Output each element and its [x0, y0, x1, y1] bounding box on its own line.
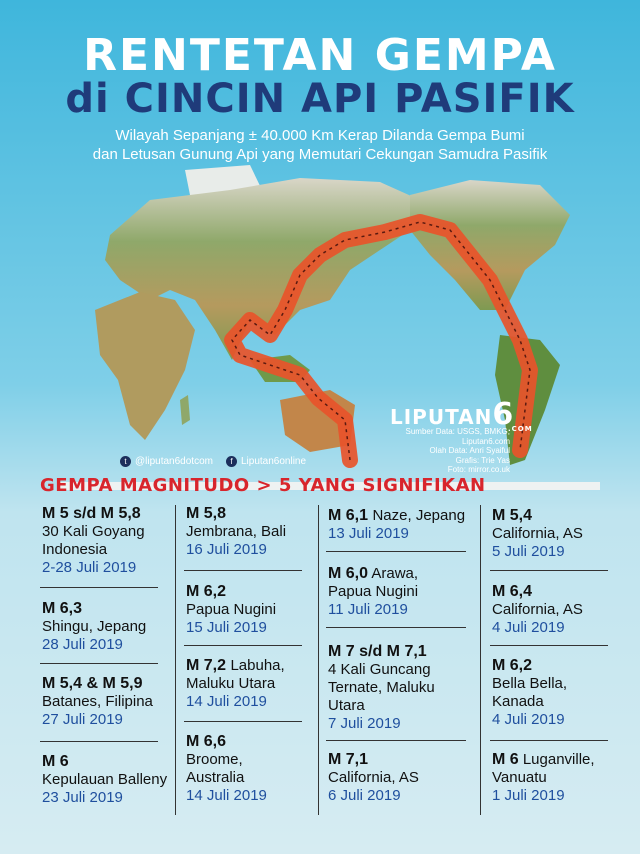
- quake-magnitude: M 5,8: [186, 505, 227, 522]
- quake-location: Jembrana, Bali: [186, 523, 287, 540]
- column-separator: [480, 505, 481, 815]
- quake-location: Naze, Jepang: [372, 507, 466, 524]
- quake-location: Luganville, Vanuatu: [492, 751, 595, 786]
- quake-location: Papua Nugini: [186, 601, 277, 618]
- quake-magnitude: M 6,3: [42, 600, 83, 617]
- twitter-handle-text: @liputan6dotcom: [135, 456, 213, 468]
- divider: [326, 551, 466, 552]
- quake-date: 2-28 Juli 2019: [42, 559, 137, 576]
- title-line-2: di CINCIN API PASIFIK: [65, 76, 575, 122]
- quake-entry: [186, 583, 336, 637]
- credit-graphic: Grafis: Trie Yas: [455, 455, 510, 465]
- subtitle-line-2: dan Letusan Gunung Api yang Memutari Cekungan Samudra Pasifik: [92, 146, 548, 163]
- quake-mag-loc-line: [186, 657, 336, 693]
- divider: [40, 587, 158, 588]
- quake-mag-loc-line: [492, 751, 632, 787]
- quake-location: Kepulauan Balleny: [42, 771, 168, 788]
- section-title: GEMPA MAGNITUDO > 5 YANG SIGNIFIKAN: [40, 475, 486, 496]
- quake-magnitude: M 6,0: [328, 565, 369, 582]
- quake-location: Broome, Australia: [186, 751, 245, 786]
- divider: [326, 627, 466, 628]
- divider: [40, 741, 158, 742]
- logo-six: 6: [492, 397, 515, 432]
- column-separator: [318, 505, 319, 815]
- divider: [490, 570, 608, 571]
- world-map-ring-of-fire: [0, 160, 640, 490]
- credits-block: [372, 427, 510, 475]
- divider: [184, 645, 302, 646]
- quake-location: Arawa, Papua Nugini: [328, 565, 419, 600]
- credit-source: Sumber Data: USGS, BMKG,: [405, 427, 510, 436]
- quake-date: 13 Juli 2019: [328, 525, 409, 542]
- quake-location: California, AS: [492, 525, 583, 542]
- quake-location: California, AS: [328, 769, 419, 786]
- quake-location: California, AS: [492, 601, 583, 618]
- quake-entry: [42, 600, 192, 654]
- twitter-icon: t: [120, 456, 131, 467]
- quake-entry: [186, 505, 336, 559]
- quake-location: 4 Kali Guncang Ternate, Maluku Utara: [328, 661, 435, 714]
- quake-entry: [492, 583, 640, 637]
- column-separator: [175, 505, 176, 815]
- quake-mag-loc-line: [328, 507, 478, 525]
- quake-date: 14 Juli 2019: [186, 693, 267, 710]
- quake-magnitude: M 6,2: [186, 583, 227, 600]
- logo-text: LIPUTAN: [390, 405, 493, 429]
- quake-date: 11 Juli 2019: [328, 601, 408, 618]
- quake-date: 4 Juli 2019: [492, 711, 565, 728]
- quake-entry: [328, 643, 478, 733]
- quake-entry: [186, 657, 336, 711]
- quake-location: 30 Kali Goyang Indonesia: [42, 523, 145, 558]
- quake-magnitude: M 7,1: [328, 751, 369, 768]
- quake-magnitude: M 6,1: [328, 507, 369, 524]
- quake-magnitude: M 6: [42, 753, 69, 770]
- quake-entry: [42, 753, 192, 807]
- divider: [490, 645, 608, 646]
- quake-entry: [328, 565, 478, 619]
- quake-entry: [328, 507, 478, 543]
- quake-magnitude: M 7,2: [186, 657, 227, 674]
- quake-date: 15 Juli 2019: [186, 619, 267, 636]
- quake-date: 23 Juli 2019: [42, 789, 123, 806]
- facebook-icon: f: [226, 456, 237, 467]
- quake-magnitude: M 6: [492, 751, 519, 768]
- quake-date: 1 Juli 2019: [492, 787, 565, 804]
- quake-magnitude: M 6,2: [492, 657, 533, 674]
- quake-date: 6 Juli 2019: [328, 787, 401, 804]
- divider: [326, 740, 466, 741]
- quake-magnitude: M 7 s/d M 7,1: [328, 643, 427, 660]
- quake-mag-loc-line: [328, 565, 453, 601]
- credit-data: Olah Data: Anri Syaiful: [429, 446, 510, 456]
- quake-magnitude: M 5 s/d M 5,8: [42, 505, 141, 522]
- quake-location: Bella Bella, Kanada: [492, 675, 568, 710]
- divider: [40, 663, 158, 664]
- quake-date: 5 Juli 2019: [492, 543, 565, 560]
- divider: [184, 721, 302, 722]
- title-line-1: RENTETAN GEMPA: [83, 30, 557, 81]
- divider: [184, 570, 302, 571]
- africa-landmass: [95, 292, 195, 440]
- quake-entry: [186, 733, 336, 805]
- quake-date: 16 Juli 2019: [186, 541, 267, 558]
- quake-entry: [492, 751, 640, 805]
- quake-entry: [42, 675, 192, 729]
- credit-photo: Foto: mirror.co.uk: [447, 465, 510, 475]
- twitter-handle[interactable]: [120, 456, 213, 467]
- quake-entry: [328, 751, 478, 805]
- quake-date: 27 Juli 2019: [42, 711, 123, 728]
- quake-date: 14 Juli 2019: [186, 787, 267, 804]
- quake-entry: [492, 507, 640, 561]
- subtitle-line-1: Wilayah Sepanjang ± 40.000 Km Kerap Dilanda Gempa Bumi: [115, 127, 525, 144]
- quake-date: 4 Juli 2019: [492, 619, 565, 636]
- quake-entry: [492, 657, 640, 729]
- quake-location: Labuha, Maluku Utara: [186, 657, 285, 692]
- quake-entry: [42, 505, 192, 577]
- facebook-handle-text: Liputan6online: [241, 456, 307, 468]
- madagascar-landmass: [180, 395, 190, 425]
- quake-magnitude: M 5,4: [492, 507, 533, 524]
- logo-com: .COM: [508, 425, 533, 433]
- quake-date: 28 Juli 2019: [42, 636, 123, 653]
- facebook-handle[interactable]: [226, 456, 306, 467]
- divider: [490, 740, 608, 741]
- quake-location: Batanes, Filipina: [42, 693, 153, 710]
- quake-magnitude: M 6,6: [186, 733, 227, 750]
- quake-date: 7 Juli 2019: [328, 715, 401, 732]
- credit-source-2: Liputan6.com: [461, 436, 510, 446]
- quake-magnitude: M 6,4: [492, 583, 533, 600]
- quake-location: Shingu, Jepang: [42, 618, 147, 635]
- quake-magnitude: M 5,4 & M 5,9: [42, 675, 143, 692]
